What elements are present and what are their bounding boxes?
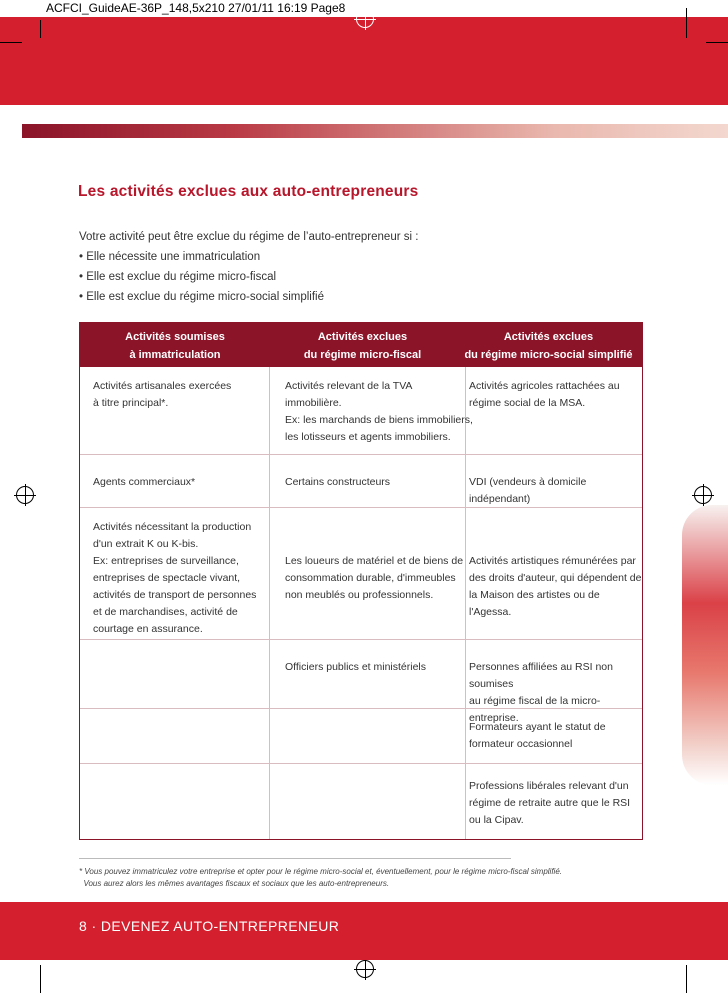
row-divider [80, 639, 642, 640]
crop-mark [40, 965, 41, 993]
decorative-gradient-bar [22, 124, 728, 138]
table-cell: Certains constructeurs [285, 476, 391, 488]
page-title: Les activités exclues aux auto-entrepreneurs [78, 183, 419, 200]
decorative-side-photo [682, 505, 728, 785]
crop-mark [686, 965, 687, 993]
table-cell: Activités agricoles rattachées au régime social de la MSA. [469, 380, 620, 409]
crop-mark [0, 42, 22, 43]
criteria-item: • Elle est exclue du régime micro-fiscal [79, 267, 418, 287]
row-divider [80, 763, 642, 764]
table-cell: Agents commerciaux* [93, 476, 196, 488]
column-header-immatriculation: Activités soumises à immatriculation [125, 331, 225, 361]
table-cell: Activités artistiques rémunérées par des droits d'auteur, qui dépendent de la Maison des artistes ou de l'Agessa. [469, 555, 642, 618]
table-cell: VDI (vendeurs à domicile indépendant) [469, 476, 587, 505]
exclusions-table [79, 322, 643, 840]
intro-text: Votre activité peut être exclue du régime de l’auto-entrepreneur si : [79, 231, 419, 243]
table-cell: Activités nécessitant la production d'un extrait K ou K-bis. Ex: entreprises de surveillance, entreprises de spectacle vivant, activités de transport de personnes et de marchandises, activité de courtage en assurance. [93, 521, 257, 635]
table-cell: Officiers publics et ministériels [285, 661, 427, 673]
registration-mark-icon [356, 10, 374, 28]
table-cell: Activités relevant de la TVA immobilière. Ex: les marchands de biens immobiliers, les lotisseurs et agents immobiliers. [285, 380, 473, 443]
page-footer: 8 · DEVENEZ AUTO-ENTREPRENEUR [79, 918, 340, 934]
criteria-list [79, 247, 418, 307]
top-red-band [0, 17, 728, 105]
column-header-micro-social: Activités exclues du régime micro-social simplifié [464, 331, 633, 361]
table-cell: Activités artisanales exercées à titre principal*. [93, 380, 232, 409]
intro-block [79, 227, 418, 307]
registration-mark-icon [356, 960, 374, 978]
crop-mark [40, 20, 41, 38]
table-cell: Les loueurs de matériel et de biens de consommation durable, d'immeubles non meublés ou professionnels. [285, 555, 464, 601]
registration-mark-icon [694, 486, 712, 504]
row-divider [80, 454, 642, 455]
crop-mark [686, 8, 687, 38]
table-cell: Personnes affiliées au RSI non soumises au régime fiscal de la micro-entreprise. [469, 661, 613, 724]
table-cell: Professions libérales relevant d'un régime de retraite autre que le RSI ou la Cipav. [469, 780, 631, 826]
crop-mark [706, 42, 728, 43]
column-divider [269, 367, 270, 839]
footnote: * Vous pouvez immatriculez votre entreprise et opter pour le régime micro-social et, éventuellement, pour le régime micro-fiscal simplifié. Vous aurez alors les mêmes avantages fiscaux et sociaux que les auto-entrepreneurs. [79, 867, 563, 888]
criteria-item: • Elle est exclue du régime micro-social simplifié [79, 287, 418, 307]
print-slug: ACFCI_GuideAE-36P_148,5x210 27/01/11 16:19 Page8 [46, 1, 346, 15]
column-header-micro-fiscal: Activités exclues du régime micro-fiscal [303, 331, 422, 361]
registration-mark-icon [16, 486, 34, 504]
criteria-item: • Elle nécessite une immatriculation [79, 247, 418, 267]
table-cell: Formateurs ayant le statut de formateur occasionnel [469, 721, 606, 750]
footnote-divider [79, 858, 511, 859]
